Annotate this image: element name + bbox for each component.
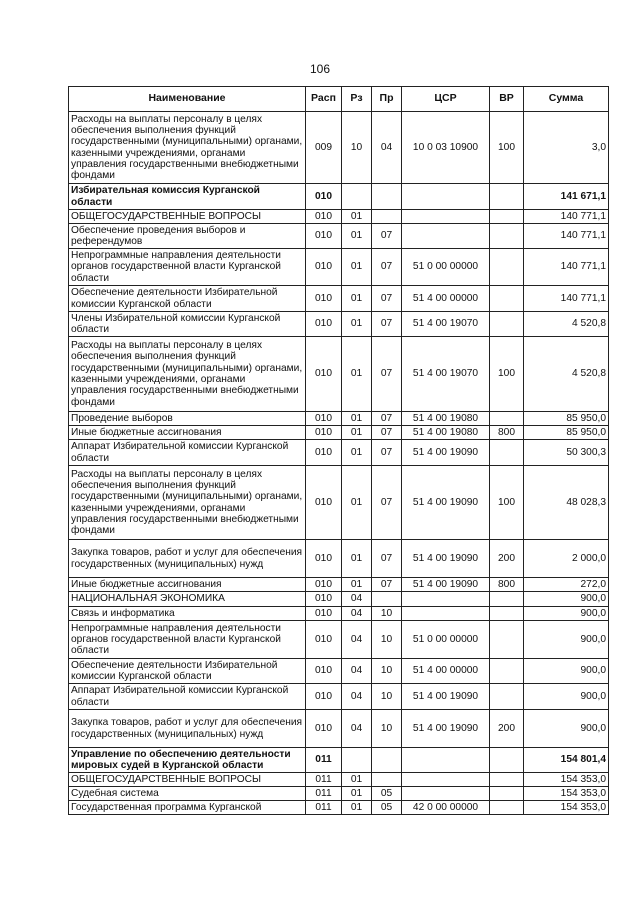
table-row	[69, 540, 609, 578]
row-rasp-cell: 010	[306, 184, 342, 210]
row-csr-cell	[402, 224, 490, 249]
row-rasp-cell: 011	[306, 801, 342, 815]
row-rasp-cell: 009	[306, 112, 342, 184]
table-row	[69, 710, 609, 748]
header-name: Наименование	[69, 87, 306, 112]
row-name-cell: Государственная программа Курганской	[69, 801, 306, 815]
row-pr-cell: 07	[372, 540, 402, 578]
row-sum-cell: 140 771,1	[524, 210, 609, 224]
row-pr-cell: 10	[372, 684, 402, 710]
row-vr-cell	[490, 773, 524, 787]
row-rasp-cell: 010	[306, 710, 342, 748]
budget-table	[68, 86, 609, 815]
row-csr-cell: 10 0 03 10900	[402, 112, 490, 184]
row-vr-cell	[490, 801, 524, 815]
row-vr-cell: 800	[490, 426, 524, 440]
table-row	[69, 621, 609, 659]
row-name-cell: Проведение выборов	[69, 412, 306, 426]
row-name-cell: ОБЩЕГОСУДАРСТВЕННЫЕ ВОПРОСЫ	[69, 773, 306, 787]
row-rasp-cell: 010	[306, 592, 342, 607]
row-rz-cell: 01	[342, 412, 372, 426]
row-sum-cell: 85 950,0	[524, 412, 609, 426]
row-rz-cell: 01	[342, 224, 372, 249]
header-pr: Пр	[372, 87, 402, 112]
row-name-cell: Аппарат Избирательной комиссии Курганской области	[69, 440, 306, 466]
row-vr-cell	[490, 286, 524, 312]
row-name-cell: Обеспечение деятельности Избирательной комиссии Курганской области	[69, 286, 306, 312]
row-sum-cell: 900,0	[524, 684, 609, 710]
row-rz-cell: 04	[342, 659, 372, 684]
table-row	[69, 210, 609, 224]
row-sum-cell: 2 000,0	[524, 540, 609, 578]
row-name-cell: Закупка товаров, работ и услуг для обеспечения государственных (муниципальных) нужд	[69, 710, 306, 748]
header-sum: Сумма	[524, 87, 609, 112]
row-rz-cell: 01	[342, 210, 372, 224]
table-body	[69, 112, 609, 815]
table-row	[69, 112, 609, 184]
table-row	[69, 337, 609, 412]
row-rasp-cell: 010	[306, 659, 342, 684]
row-sum-cell: 140 771,1	[524, 249, 609, 286]
row-csr-cell: 51 4 00 19070	[402, 337, 490, 412]
row-vr-cell	[490, 621, 524, 659]
row-name-cell: Управление по обеспечению деятельности мировых судей в Курганской области	[69, 748, 306, 773]
row-sum-cell: 154 353,0	[524, 787, 609, 801]
row-sum-cell: 50 300,3	[524, 440, 609, 466]
table-row	[69, 312, 609, 337]
header-csr: ЦСР	[402, 87, 490, 112]
row-rz-cell: 01	[342, 578, 372, 592]
row-sum-cell: 3,0	[524, 112, 609, 184]
row-sum-cell: 154 353,0	[524, 801, 609, 815]
row-csr-cell	[402, 184, 490, 210]
row-rasp-cell: 010	[306, 249, 342, 286]
table-row	[69, 787, 609, 801]
row-name-cell: Иные бюджетные ассигнования	[69, 578, 306, 592]
row-name-cell: Расходы на выплаты персоналу в целях обеспечения выполнения функций государственными (муниципальными) органами, казенными учреждениями, органами управления государственными внебюджетными фондами	[69, 337, 306, 412]
row-name-cell: Члены Избирательной комиссии Курганской области	[69, 312, 306, 337]
page-number: 106	[309, 62, 331, 76]
row-name-cell: Непрограммные направления деятельности органов государственной власти Курганской области	[69, 249, 306, 286]
row-rasp-cell: 010	[306, 412, 342, 426]
row-csr-cell: 51 0 00 00000	[402, 621, 490, 659]
row-pr-cell: 05	[372, 787, 402, 801]
row-csr-cell: 51 0 00 00000	[402, 249, 490, 286]
row-vr-cell	[490, 412, 524, 426]
row-rasp-cell: 010	[306, 621, 342, 659]
row-csr-cell	[402, 210, 490, 224]
row-pr-cell	[372, 748, 402, 773]
row-vr-cell	[490, 224, 524, 249]
row-pr-cell: 04	[372, 112, 402, 184]
row-vr-cell	[490, 607, 524, 621]
row-vr-cell	[490, 592, 524, 607]
row-vr-cell	[490, 659, 524, 684]
row-rasp-cell: 010	[306, 312, 342, 337]
row-csr-cell	[402, 607, 490, 621]
row-pr-cell: 07	[372, 286, 402, 312]
table-header-row	[69, 87, 609, 112]
row-csr-cell: 51 4 00 19080	[402, 412, 490, 426]
table-row	[69, 249, 609, 286]
row-rasp-cell: 010	[306, 684, 342, 710]
row-csr-cell: 51 4 00 19090	[402, 466, 490, 540]
row-sum-cell: 48 028,3	[524, 466, 609, 540]
row-rasp-cell: 010	[306, 224, 342, 249]
row-sum-cell: 154 353,0	[524, 773, 609, 787]
row-vr-cell	[490, 440, 524, 466]
row-pr-cell: 10	[372, 710, 402, 748]
row-pr-cell: 07	[372, 412, 402, 426]
row-name-cell: Связь и информатика	[69, 607, 306, 621]
row-csr-cell: 51 4 00 00000	[402, 659, 490, 684]
row-sum-cell: 4 520,8	[524, 312, 609, 337]
row-csr-cell	[402, 773, 490, 787]
table-row	[69, 466, 609, 540]
row-csr-cell	[402, 748, 490, 773]
row-rz-cell: 01	[342, 337, 372, 412]
row-rz-cell	[342, 748, 372, 773]
row-name-cell: Обеспечение проведения выборов и референдумов	[69, 224, 306, 249]
row-rasp-cell: 010	[306, 210, 342, 224]
header-rz: Рз	[342, 87, 372, 112]
row-rasp-cell: 011	[306, 787, 342, 801]
row-sum-cell: 154 801,4	[524, 748, 609, 773]
table-row	[69, 684, 609, 710]
row-sum-cell: 140 771,1	[524, 286, 609, 312]
table-row	[69, 286, 609, 312]
row-pr-cell: 07	[372, 440, 402, 466]
row-rz-cell: 01	[342, 466, 372, 540]
table-row	[69, 592, 609, 607]
row-rasp-cell: 010	[306, 426, 342, 440]
row-name-cell: Непрограммные направления деятельности органов государственной власти Курганской области	[69, 621, 306, 659]
row-name-cell: Расходы на выплаты персоналу в целях обеспечения выполнения функций государственными (муниципальными) органами, казенными учреждениями, органами управления государственными внебюджетными фондами	[69, 466, 306, 540]
row-rz-cell: 01	[342, 773, 372, 787]
row-pr-cell: 07	[372, 578, 402, 592]
row-rz-cell	[342, 184, 372, 210]
row-vr-cell: 100	[490, 112, 524, 184]
row-csr-cell	[402, 592, 490, 607]
row-rz-cell: 04	[342, 592, 372, 607]
row-pr-cell	[372, 592, 402, 607]
row-rz-cell: 04	[342, 607, 372, 621]
table-row	[69, 748, 609, 773]
row-name-cell: Избирательная комиссия Курганской области	[69, 184, 306, 210]
row-name-cell: Иные бюджетные ассигнования	[69, 426, 306, 440]
row-rasp-cell: 010	[306, 466, 342, 540]
row-sum-cell: 900,0	[524, 621, 609, 659]
row-pr-cell: 05	[372, 801, 402, 815]
header-vr: ВР	[490, 87, 524, 112]
row-pr-cell: 07	[372, 337, 402, 412]
row-csr-cell: 51 4 00 19090	[402, 710, 490, 748]
row-vr-cell	[490, 184, 524, 210]
row-pr-cell: 07	[372, 312, 402, 337]
row-name-cell: Судебная система	[69, 787, 306, 801]
row-vr-cell: 200	[490, 710, 524, 748]
table-row	[69, 426, 609, 440]
row-rasp-cell: 010	[306, 540, 342, 578]
row-csr-cell: 51 4 00 19070	[402, 312, 490, 337]
table-row	[69, 659, 609, 684]
row-vr-cell: 100	[490, 337, 524, 412]
row-name-cell: Закупка товаров, работ и услуг для обеспечения государственных (муниципальных) нужд	[69, 540, 306, 578]
row-vr-cell: 200	[490, 540, 524, 578]
table-row	[69, 773, 609, 787]
header-rasp: Расп	[306, 87, 342, 112]
row-pr-cell: 07	[372, 224, 402, 249]
row-sum-cell: 141 671,1	[524, 184, 609, 210]
row-sum-cell: 140 771,1	[524, 224, 609, 249]
row-sum-cell: 900,0	[524, 659, 609, 684]
row-vr-cell: 800	[490, 578, 524, 592]
row-rz-cell: 04	[342, 621, 372, 659]
row-rz-cell: 01	[342, 286, 372, 312]
table-row	[69, 607, 609, 621]
row-rz-cell: 01	[342, 249, 372, 286]
table-row	[69, 801, 609, 815]
row-vr-cell	[490, 210, 524, 224]
row-pr-cell: 10	[372, 659, 402, 684]
row-rz-cell: 01	[342, 540, 372, 578]
row-sum-cell: 4 520,8	[524, 337, 609, 412]
row-csr-cell: 51 4 00 19090	[402, 684, 490, 710]
row-csr-cell: 51 4 00 19080	[402, 426, 490, 440]
row-csr-cell: 51 4 00 19090	[402, 540, 490, 578]
row-sum-cell: 900,0	[524, 710, 609, 748]
row-pr-cell	[372, 210, 402, 224]
table-row	[69, 184, 609, 210]
row-rasp-cell: 011	[306, 748, 342, 773]
row-sum-cell: 85 950,0	[524, 426, 609, 440]
row-pr-cell: 10	[372, 607, 402, 621]
table-row	[69, 440, 609, 466]
row-vr-cell: 100	[490, 466, 524, 540]
row-pr-cell	[372, 773, 402, 787]
row-vr-cell	[490, 748, 524, 773]
row-rz-cell: 04	[342, 710, 372, 748]
table-row	[69, 224, 609, 249]
row-vr-cell	[490, 249, 524, 286]
row-sum-cell: 272,0	[524, 578, 609, 592]
row-pr-cell: 07	[372, 466, 402, 540]
row-rasp-cell: 010	[306, 578, 342, 592]
row-vr-cell	[490, 684, 524, 710]
row-pr-cell: 10	[372, 621, 402, 659]
row-name-cell: Аппарат Избирательной комиссии Курганской области	[69, 684, 306, 710]
row-rasp-cell: 010	[306, 286, 342, 312]
row-sum-cell: 900,0	[524, 607, 609, 621]
row-vr-cell	[490, 312, 524, 337]
row-name-cell: Расходы на выплаты персоналу в целях обеспечения выполнения функций государственными (муниципальными) органами, казенными учреждениями, органами управления государственными внебюджетными фондами	[69, 112, 306, 184]
row-name-cell: НАЦИОНАЛЬНАЯ ЭКОНОМИКА	[69, 592, 306, 607]
row-csr-cell: 51 4 00 19090	[402, 578, 490, 592]
row-name-cell: ОБЩЕГОСУДАРСТВЕННЫЕ ВОПРОСЫ	[69, 210, 306, 224]
row-pr-cell: 07	[372, 426, 402, 440]
row-vr-cell	[490, 787, 524, 801]
row-rz-cell: 10	[342, 112, 372, 184]
row-rasp-cell: 010	[306, 440, 342, 466]
row-pr-cell	[372, 184, 402, 210]
table-row	[69, 412, 609, 426]
row-rz-cell: 01	[342, 801, 372, 815]
row-rasp-cell: 010	[306, 337, 342, 412]
row-csr-cell: 51 4 00 00000	[402, 286, 490, 312]
row-rz-cell: 01	[342, 787, 372, 801]
row-name-cell: Обеспечение деятельности Избирательной комиссии Курганской области	[69, 659, 306, 684]
row-rz-cell: 01	[342, 312, 372, 337]
row-rz-cell: 01	[342, 426, 372, 440]
row-csr-cell: 42 0 00 00000	[402, 801, 490, 815]
row-rz-cell: 04	[342, 684, 372, 710]
row-sum-cell: 900,0	[524, 592, 609, 607]
row-rz-cell: 01	[342, 440, 372, 466]
row-pr-cell: 07	[372, 249, 402, 286]
row-rasp-cell: 011	[306, 773, 342, 787]
row-csr-cell	[402, 787, 490, 801]
row-csr-cell: 51 4 00 19090	[402, 440, 490, 466]
table-row	[69, 578, 609, 592]
row-rasp-cell: 010	[306, 607, 342, 621]
